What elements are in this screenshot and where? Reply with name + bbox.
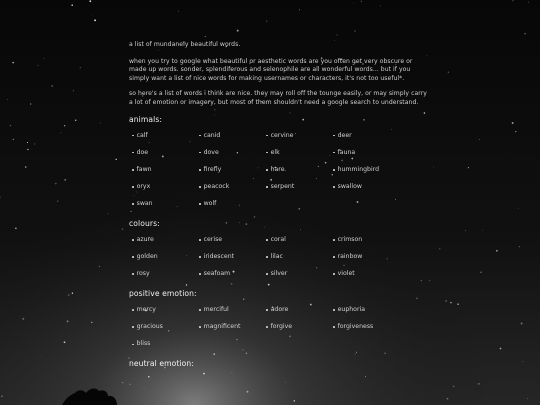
list-item <box>132 323 199 331</box>
word-label: hummingbird <box>337 165 380 173</box>
star <box>13 139 14 140</box>
star <box>99 266 100 267</box>
section-title-positive-emotion: positive emotion: <box>129 289 197 299</box>
star <box>468 167 469 168</box>
word-label: bliss <box>136 340 151 348</box>
star <box>100 123 101 124</box>
list-item <box>266 253 333 261</box>
star <box>41 356 42 357</box>
star <box>55 183 57 185</box>
word-label: doe <box>136 148 149 156</box>
star <box>354 30 355 31</box>
star <box>89 0 91 2</box>
intro-paragraph-2: so here's a list of words i think are nice. they may roll off the tounge easily, or may simply carry a lot of emotion or imagery, but most of them shouldn't need a google search to understand. <box>129 90 427 106</box>
star <box>521 323 523 325</box>
star <box>482 230 483 231</box>
word-label: fawn <box>136 165 152 173</box>
bullet-icon <box>132 273 134 275</box>
star <box>72 292 73 293</box>
star <box>108 213 109 214</box>
word-label: cervine <box>270 131 294 139</box>
bullet-icon <box>333 326 335 328</box>
word-label: serpent <box>270 182 295 190</box>
bullet-icon <box>333 309 335 311</box>
word-label: elk <box>270 148 280 156</box>
star <box>205 36 206 37</box>
word-label: silver <box>270 270 288 278</box>
list-item <box>199 166 266 174</box>
star <box>115 159 117 161</box>
list-item <box>266 306 333 314</box>
star <box>61 133 62 134</box>
star <box>299 9 300 10</box>
star <box>75 120 77 122</box>
star <box>524 33 526 35</box>
star <box>512 122 514 124</box>
star <box>465 230 466 231</box>
star <box>122 228 123 229</box>
list-item <box>132 306 199 314</box>
bullet-icon <box>333 152 335 154</box>
list-item <box>266 236 333 244</box>
word-label: azure <box>136 235 154 243</box>
list-item <box>132 340 199 348</box>
bullet-icon <box>132 203 134 205</box>
star <box>51 85 53 87</box>
list-item <box>333 270 400 278</box>
star <box>380 6 381 7</box>
star <box>64 125 65 126</box>
star <box>528 2 529 3</box>
bullet-icon <box>266 169 268 171</box>
list-item <box>333 132 400 140</box>
star <box>67 320 69 322</box>
bullet-icon <box>333 135 335 137</box>
star <box>178 11 179 12</box>
star <box>38 65 39 66</box>
list-item <box>199 200 266 208</box>
list-item <box>333 306 400 314</box>
star <box>439 248 440 249</box>
star <box>285 382 286 383</box>
star <box>450 302 452 304</box>
bullet-icon <box>266 186 268 188</box>
word-label: peacock <box>203 182 230 190</box>
list-item <box>333 236 400 244</box>
star <box>479 139 480 140</box>
list-item <box>266 270 333 278</box>
word-label: deer <box>337 131 352 139</box>
star <box>122 382 123 383</box>
section-title-neutral-emotion: neutral emotion: <box>129 359 194 369</box>
star <box>10 125 11 126</box>
star <box>44 58 45 59</box>
bullet-icon <box>266 273 268 275</box>
star <box>71 4 73 6</box>
star <box>129 384 130 385</box>
word-label: lilac <box>270 253 283 261</box>
list-item <box>199 306 266 314</box>
word-label: violet <box>337 270 355 278</box>
word-label: mercy <box>136 306 156 314</box>
list-item <box>266 132 333 140</box>
list-item <box>199 323 266 331</box>
word-label: forgive <box>270 323 293 331</box>
bullet-icon <box>199 135 201 137</box>
bullet-icon <box>199 203 201 205</box>
word-list-colours <box>132 236 429 278</box>
list-item <box>132 270 199 278</box>
star <box>25 166 27 168</box>
bullet-icon <box>132 256 134 258</box>
star <box>237 30 239 32</box>
star <box>80 67 81 68</box>
bullet-icon <box>199 239 201 241</box>
bullet-icon <box>199 273 201 275</box>
list-item <box>266 323 333 331</box>
star <box>30 103 31 104</box>
word-label: adore <box>270 306 289 314</box>
bullet-icon <box>132 326 134 328</box>
star <box>15 228 17 230</box>
star <box>91 15 92 16</box>
word-sections <box>129 115 429 369</box>
star <box>57 201 58 202</box>
bullet-icon <box>266 309 268 311</box>
star <box>7 99 8 100</box>
word-label: merciful <box>203 306 229 314</box>
star <box>64 179 66 181</box>
list-item <box>199 183 266 191</box>
star <box>500 348 502 350</box>
star <box>91 322 92 323</box>
star <box>27 149 28 150</box>
word-label: euphoria <box>337 306 366 314</box>
star <box>336 34 337 35</box>
bullet-icon <box>333 169 335 171</box>
star <box>480 272 481 273</box>
word-label: dove <box>203 148 219 156</box>
word-label: swallow <box>337 182 362 190</box>
list-item <box>333 149 400 157</box>
star <box>447 398 449 400</box>
word-label: fauna <box>337 148 356 156</box>
star <box>512 0 513 1</box>
list-item <box>266 149 333 157</box>
bullet-icon <box>333 186 335 188</box>
bullet-icon <box>199 256 201 258</box>
bullet-icon <box>266 256 268 258</box>
star <box>457 304 458 305</box>
word-label: seafoam <box>203 270 231 278</box>
bullet-icon <box>132 186 134 188</box>
star <box>294 400 295 401</box>
star <box>1 396 2 397</box>
star <box>353 3 354 4</box>
star <box>527 398 528 399</box>
word-list-animals <box>132 132 429 208</box>
star <box>266 21 267 22</box>
list-item <box>132 149 199 157</box>
bullet-icon <box>132 344 134 346</box>
star <box>515 131 516 132</box>
list-item <box>132 200 199 208</box>
list-item <box>132 132 199 140</box>
bullet-icon <box>199 169 201 171</box>
list-item <box>199 270 266 278</box>
bullet-icon <box>333 239 335 241</box>
word-label: golden <box>136 253 158 261</box>
list-item <box>199 149 266 157</box>
word-label: rosy <box>136 270 150 278</box>
star <box>496 250 498 252</box>
bullet-icon <box>132 239 134 241</box>
star <box>478 383 479 384</box>
star <box>453 386 454 387</box>
word-label: iridescent <box>203 253 235 261</box>
star <box>519 246 520 247</box>
word-label: rainbow <box>337 253 363 261</box>
word-label: crimson <box>337 235 363 243</box>
bullet-icon <box>266 135 268 137</box>
word-label: calf <box>136 131 148 139</box>
bullet-icon <box>132 169 134 171</box>
star <box>247 391 249 393</box>
list-item <box>132 253 199 261</box>
word-label: canid <box>203 131 221 139</box>
intro-paragraph-1: when you try to google what beautiful or aesthetic words are you often get very obscure or made up words. sonder, splendiferous and selenophile are all wonderful words... but if you simply want a list of nice words for making usernames or characters, it's not too useful*. <box>129 57 413 82</box>
bullet-icon <box>333 256 335 258</box>
content-column <box>129 41 429 376</box>
bullet-icon <box>199 152 201 154</box>
list-item <box>333 183 400 191</box>
list-item <box>132 166 199 174</box>
star <box>64 341 66 343</box>
list-item <box>199 236 266 244</box>
star <box>34 144 35 145</box>
word-label: gracious <box>136 323 163 331</box>
star <box>68 294 70 296</box>
list-item <box>199 132 266 140</box>
list-item <box>132 183 199 191</box>
star <box>22 318 24 320</box>
star <box>522 361 523 362</box>
word-label: magnificent <box>203 323 241 331</box>
word-label: wolf <box>203 199 217 207</box>
star <box>361 1 362 2</box>
bullet-icon <box>132 309 134 311</box>
word-label: hare <box>270 165 285 173</box>
bullet-icon <box>132 135 134 137</box>
list-item <box>266 166 333 174</box>
list-item <box>333 253 400 261</box>
section-title-animals: animals: <box>129 114 163 124</box>
bullet-icon <box>199 186 201 188</box>
bullet-icon <box>266 239 268 241</box>
star <box>429 280 430 281</box>
word-label: coral <box>270 235 286 243</box>
bullet-icon <box>199 326 201 328</box>
list-item <box>132 236 199 244</box>
intro-heading: a list of mundanely beautiful words. <box>129 41 241 48</box>
bullet-icon <box>199 309 201 311</box>
word-label: oryx <box>136 182 151 190</box>
list-item <box>266 183 333 191</box>
bullet-icon <box>266 152 268 154</box>
section-title-colours: colours: <box>129 218 160 228</box>
word-label: forgiveness <box>337 323 374 331</box>
list-item <box>333 323 400 331</box>
star <box>73 90 74 91</box>
star <box>94 19 96 21</box>
star <box>518 208 519 209</box>
word-label: firefly <box>203 165 222 173</box>
star <box>448 72 449 73</box>
star <box>12 62 14 64</box>
bullet-icon <box>132 152 134 154</box>
word-label: swan <box>136 199 153 207</box>
bullet-icon <box>266 326 268 328</box>
word-list-positive-emotion <box>132 306 429 348</box>
star <box>433 167 434 168</box>
list-item <box>333 166 400 174</box>
star <box>27 142 28 143</box>
star <box>144 387 145 388</box>
bullet-icon <box>333 273 335 275</box>
star <box>445 300 446 301</box>
word-label: cerise <box>203 235 223 243</box>
list-item <box>199 253 266 261</box>
